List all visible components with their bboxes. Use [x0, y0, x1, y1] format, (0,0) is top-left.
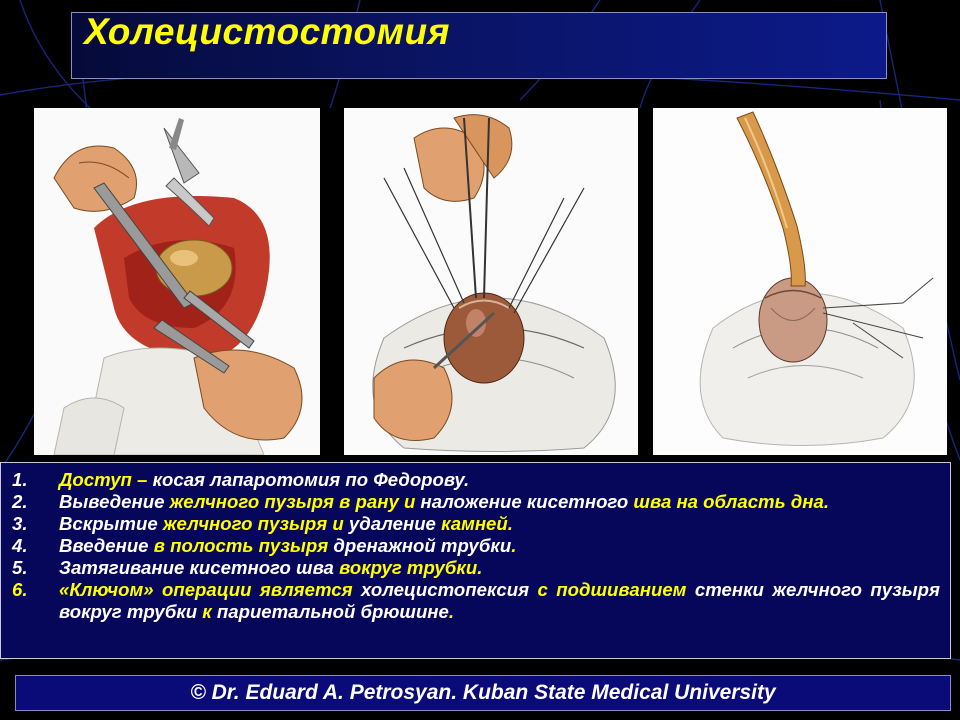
step-number: 1.: [12, 469, 28, 490]
illustration-laparotomy-access: [34, 108, 320, 455]
step-text: Введение в полость пузыря дренажной трубки.: [59, 535, 517, 556]
step-text: Выведение желчного пузыря в рану и наложение кисетного шва на область дна.: [59, 491, 830, 512]
step-text: Затягивание кисетного шва вокруг трубки.: [59, 557, 483, 578]
step-number: 4.: [12, 535, 28, 556]
steps-panel: [0, 462, 951, 659]
title-banner: [71, 12, 887, 79]
step-number: 2.: [12, 491, 28, 512]
step-3: [12, 513, 940, 535]
step-text: Доступ – косая лапаротомия по Федорову.: [59, 469, 470, 490]
step-6: [12, 579, 940, 623]
step-number: 5.: [12, 557, 28, 578]
step-2: [12, 491, 940, 513]
footer-bar: [15, 675, 951, 711]
step-number: 6.: [12, 579, 28, 600]
slide-title: Холецистостомия: [84, 11, 450, 52]
step-number: 3.: [12, 513, 28, 534]
step-4: [12, 535, 940, 557]
copyright-text: © Dr. Eduard A. Petrosyan. Kuban State Medical University: [190, 681, 776, 704]
illustration-purse-string-suture: [344, 108, 638, 455]
step-1: [12, 469, 940, 491]
step-5: [12, 557, 940, 579]
illustration-drainage-tube: [653, 108, 947, 455]
step-text: «Ключом» операции является холецистопексия с подшиванием стенки желчного пузыря вокруг трубки к париетальной брюшине.: [59, 579, 940, 622]
step-text: Вскрытие желчного пузыря и удаление камней.: [59, 513, 513, 534]
